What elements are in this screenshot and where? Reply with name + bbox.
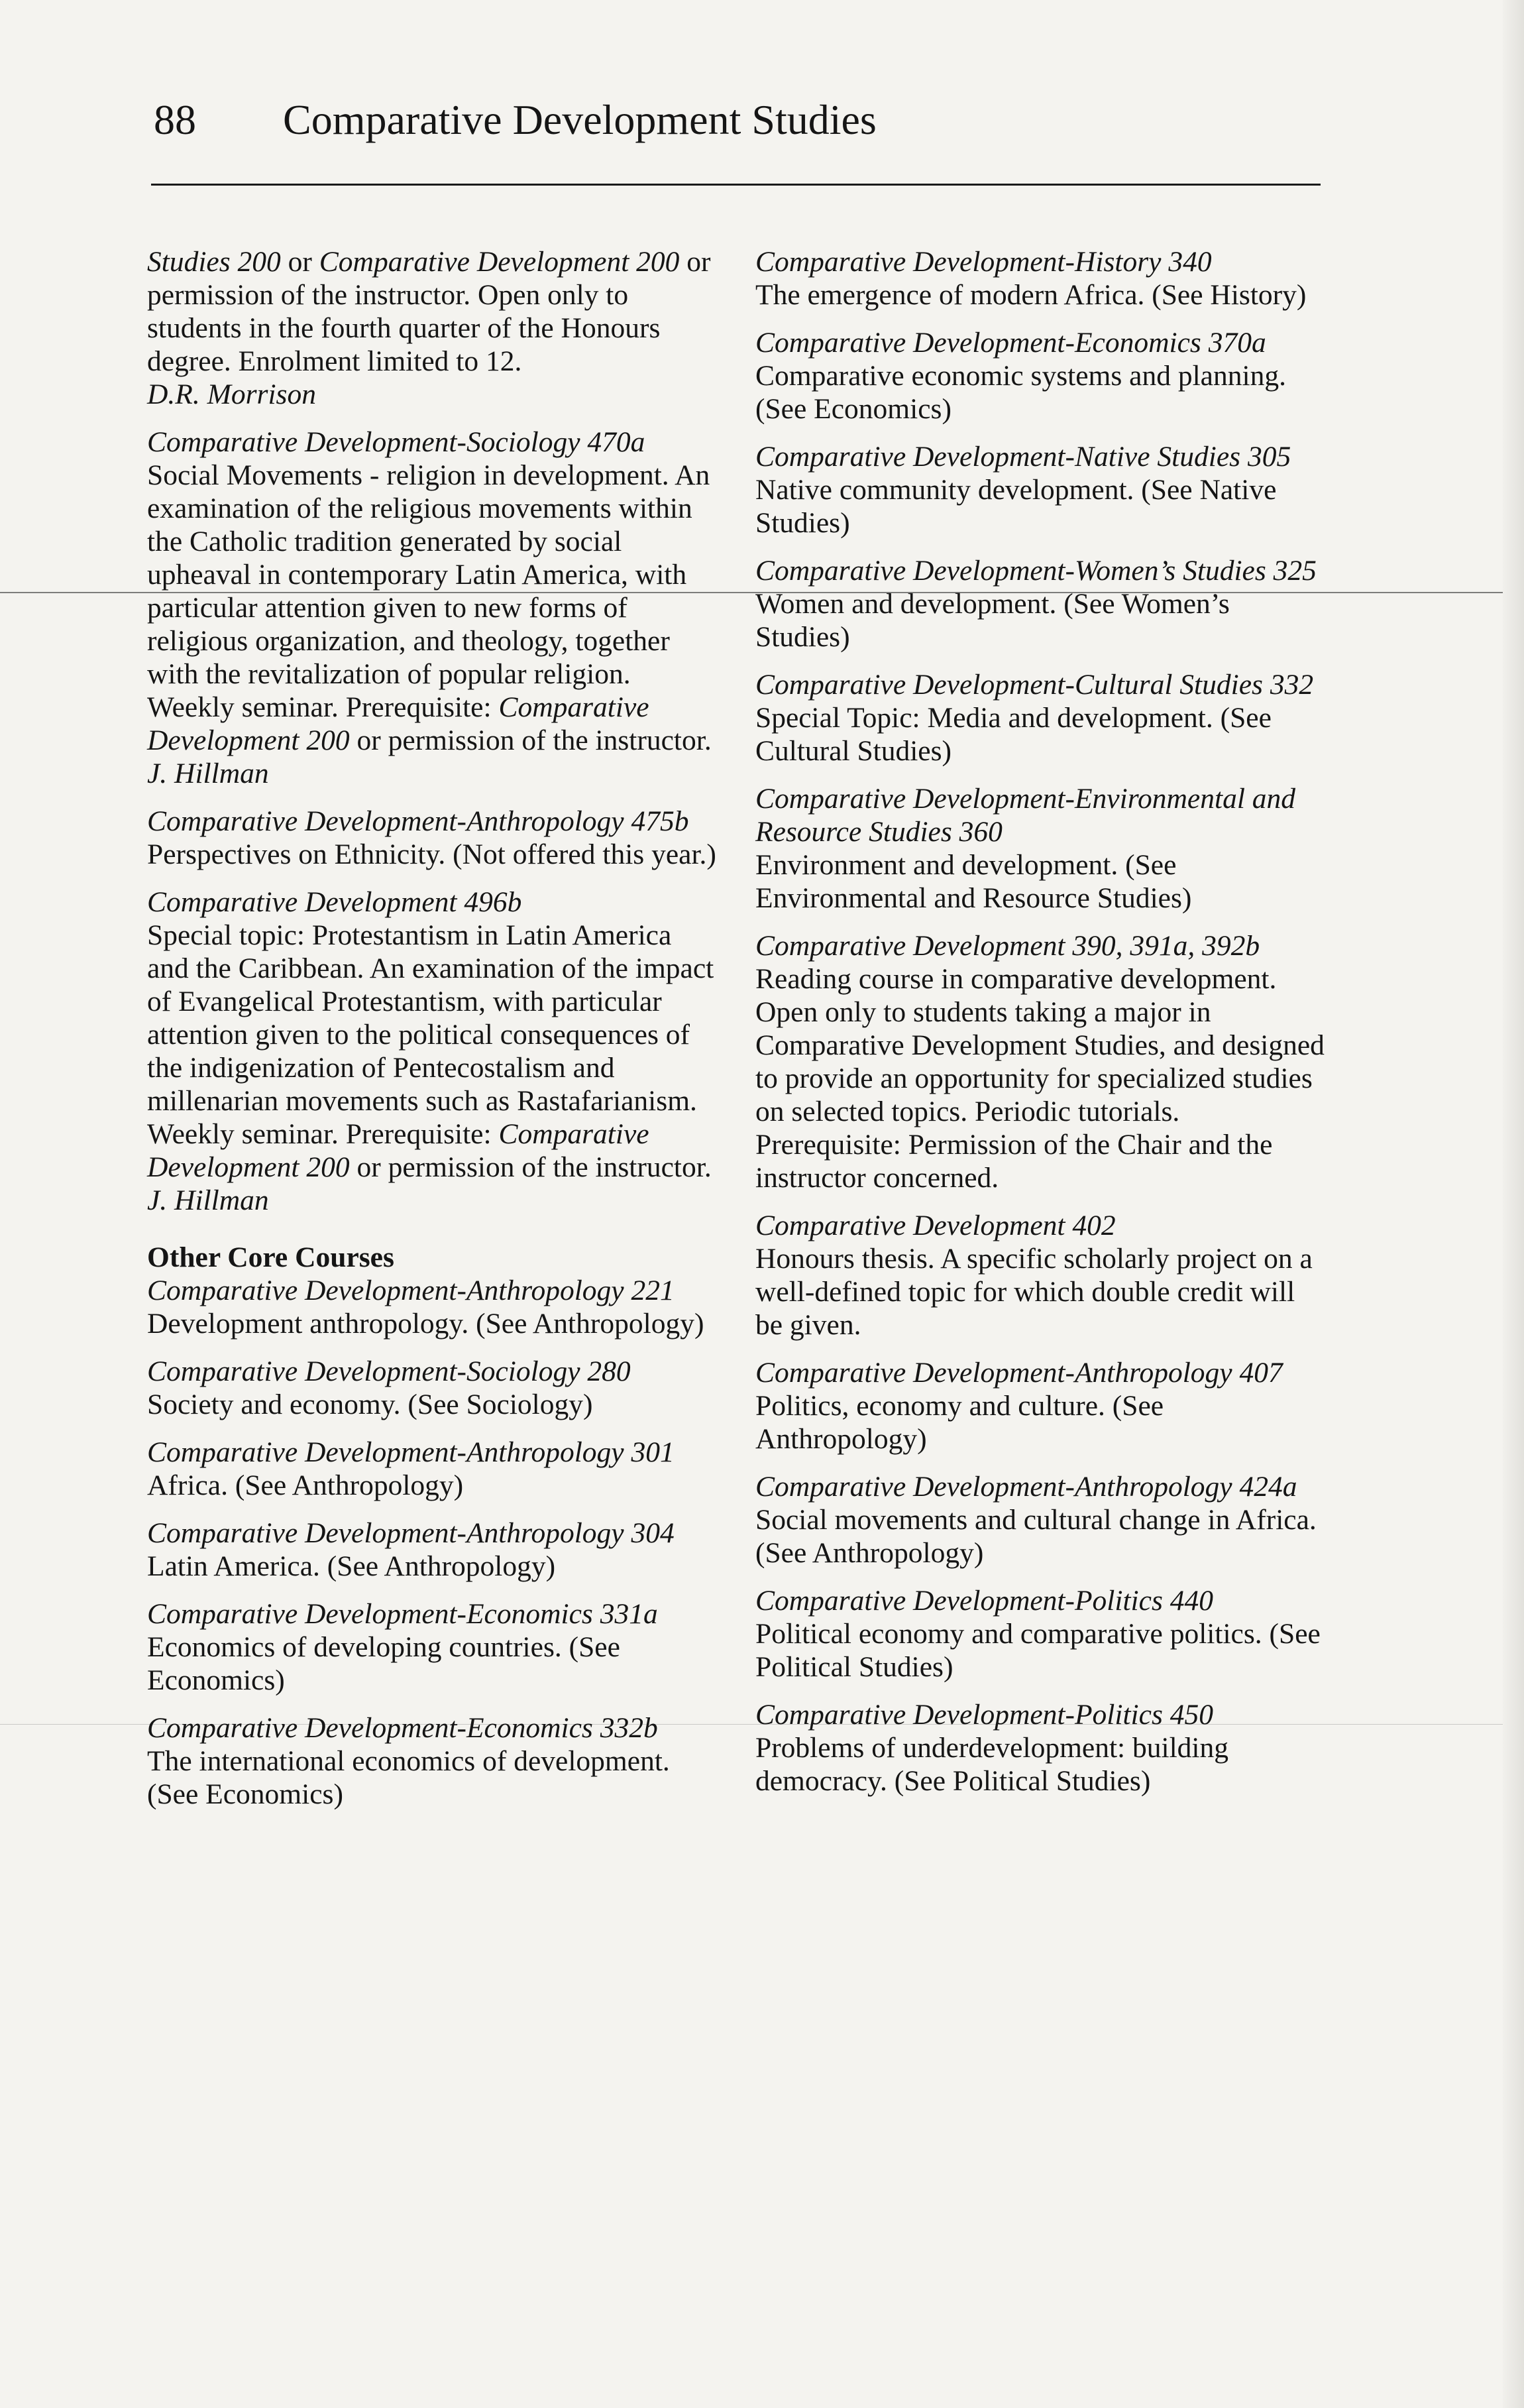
course-entry xyxy=(755,1584,1325,1684)
course-description: Political economy and comparative politics. (See Political Studies) xyxy=(755,1618,1321,1683)
course-description: Politics, economy and culture. (See Anthropology) xyxy=(755,1390,1164,1455)
course-description: Women and development. (See Women’s Studies) xyxy=(755,588,1230,653)
course-entry xyxy=(755,1209,1325,1342)
course-description: Honours thesis. A specific scholarly project on a well-defined topic for which double credit will be given. xyxy=(755,1243,1313,1341)
course-description: Special topic: Protestantism in Latin America and the Caribbean. An examination of the impact of Evangelical Protestantism, with particular attention given to the political consequences of the indigenization of Pentecostalism and millenarian movements such as Rastafarianism. Weekly seminar. Prerequisite: Comparative Development 200 or permission of the instructor. xyxy=(147,919,714,1183)
course-entry xyxy=(755,1356,1325,1456)
course-entry xyxy=(755,440,1325,540)
course-description: Native community development. (See Native Studies) xyxy=(755,474,1277,539)
course-entry xyxy=(755,929,1325,1194)
course-description: Latin America. (See Anthropology) xyxy=(147,1550,556,1582)
instructor-name: J. Hillman xyxy=(147,1184,269,1216)
course-description: Development anthropology. (See Anthropology) xyxy=(147,1308,704,1340)
instructor-name: J. Hillman xyxy=(147,758,269,789)
course-entry xyxy=(755,1698,1325,1798)
course-title: Comparative Development 496b xyxy=(147,886,522,918)
course-entry xyxy=(147,1517,717,1583)
course-description: The emergence of modern Africa. (See History) xyxy=(755,279,1307,311)
section-heading: Other Core Courses xyxy=(147,1241,394,1273)
course-title: Comparative Development-Politics 450 xyxy=(755,1699,1214,1731)
course-title: Comparative Development-Economics 332b xyxy=(147,1712,658,1744)
course-title: Comparative Development-Anthropology 301 xyxy=(147,1436,675,1468)
course-entry xyxy=(147,1436,717,1502)
course-title: Comparative Development-Environmental and Resource Studies 360 xyxy=(755,783,1296,848)
page-header xyxy=(154,86,1320,166)
course-description: Special Topic: Media and development. (See Cultural Studies) xyxy=(755,702,1272,767)
page-number: 88 xyxy=(154,96,196,143)
course-entry xyxy=(147,1274,717,1340)
course-entry xyxy=(147,1355,717,1421)
right-column xyxy=(755,245,1325,1812)
course-description: Studies 200 or Comparative Development 200 or permission of the instructor. Open only to students in the fourth quarter of the Honours degree. Enrolment limited to 12. xyxy=(147,246,711,377)
course-entry xyxy=(147,886,717,1217)
course-title: Comparative Development-Anthropology 424a xyxy=(755,1471,1297,1503)
course-description: Environment and development. (See Environmental and Resource Studies) xyxy=(755,849,1192,914)
course-entry xyxy=(755,245,1325,312)
course-description: Problems of underdevelopment: building democracy. (See Political Studies) xyxy=(755,1732,1229,1797)
course-description: Perspectives on Ethnicity. (Not offered this year.) xyxy=(147,838,716,870)
course-description: The international economics of development. (See Economics) xyxy=(147,1745,670,1810)
course-description: Comparative economic systems and planning. (See Economics) xyxy=(755,360,1286,425)
course-title: Comparative Development-Cultural Studies 332 xyxy=(755,669,1314,701)
running-title: Comparative Development Studies xyxy=(283,96,877,143)
course-entry xyxy=(755,554,1325,654)
course-entry xyxy=(147,426,717,790)
course-title: Comparative Development-Anthropology 221 xyxy=(147,1275,675,1306)
page-edge-shadow xyxy=(1503,0,1524,2408)
course-entry xyxy=(755,326,1325,426)
course-title: Comparative Development-Politics 440 xyxy=(755,1585,1214,1617)
course-title: Comparative Development-History 340 xyxy=(755,246,1212,278)
course-description: Social Movements - religion in development. An examination of the religious movements within the Catholic tradition generated by social upheaval in contemporary Latin America, with particular attention given to new forms of religious organization, and theology, together with the revitalization of popular religion. Weekly seminar. Prerequisite: Comparative Development 200 or permission of the instructor. xyxy=(147,459,712,756)
course-title: Comparative Development-Native Studies 305 xyxy=(755,441,1291,473)
course-title: Comparative Development-Sociology 470a xyxy=(147,426,645,458)
header-rule xyxy=(151,184,1321,186)
course-title: Comparative Development-Women’s Studies 325 xyxy=(755,555,1317,587)
course-title: Comparative Development 402 xyxy=(755,1210,1116,1241)
course-title: Comparative Development 390, 391a, 392b xyxy=(755,930,1260,962)
course-title: Comparative Development-Anthropology 475b xyxy=(147,805,689,837)
course-description: Africa. (See Anthropology) xyxy=(147,1469,464,1501)
course-entry xyxy=(147,1597,717,1697)
course-description: Reading course in comparative development. Open only to students taking a major in Comparative Development Studies, and designed to provide an opportunity for specialized studies on selected topics. Periodic tutorials. Prerequisite: Permission of the Chair and the instructor concerned. xyxy=(755,963,1325,1194)
course-title: Comparative Development-Economics 370a xyxy=(755,327,1266,359)
course-title: Comparative Development-Economics 331a xyxy=(147,1598,658,1630)
course-title: Comparative Development-Anthropology 407 xyxy=(755,1357,1283,1389)
course-entry xyxy=(755,668,1325,768)
course-title: Comparative Development-Sociology 280 xyxy=(147,1355,631,1387)
course-description: Society and economy. (See Sociology) xyxy=(147,1389,593,1420)
instructor-name: D.R. Morrison xyxy=(147,378,316,410)
course-description: Economics of developing countries. (See Economics) xyxy=(147,1631,620,1696)
course-entry xyxy=(147,1711,717,1811)
course-entry-continued xyxy=(147,245,717,411)
course-entry xyxy=(755,1470,1325,1570)
course-entry xyxy=(755,782,1325,915)
left-column xyxy=(147,245,717,1825)
course-entry xyxy=(147,805,717,871)
course-description: Social movements and cultural change in Africa. (See Anthropology) xyxy=(755,1504,1317,1569)
course-title: Comparative Development-Anthropology 304 xyxy=(147,1517,675,1549)
